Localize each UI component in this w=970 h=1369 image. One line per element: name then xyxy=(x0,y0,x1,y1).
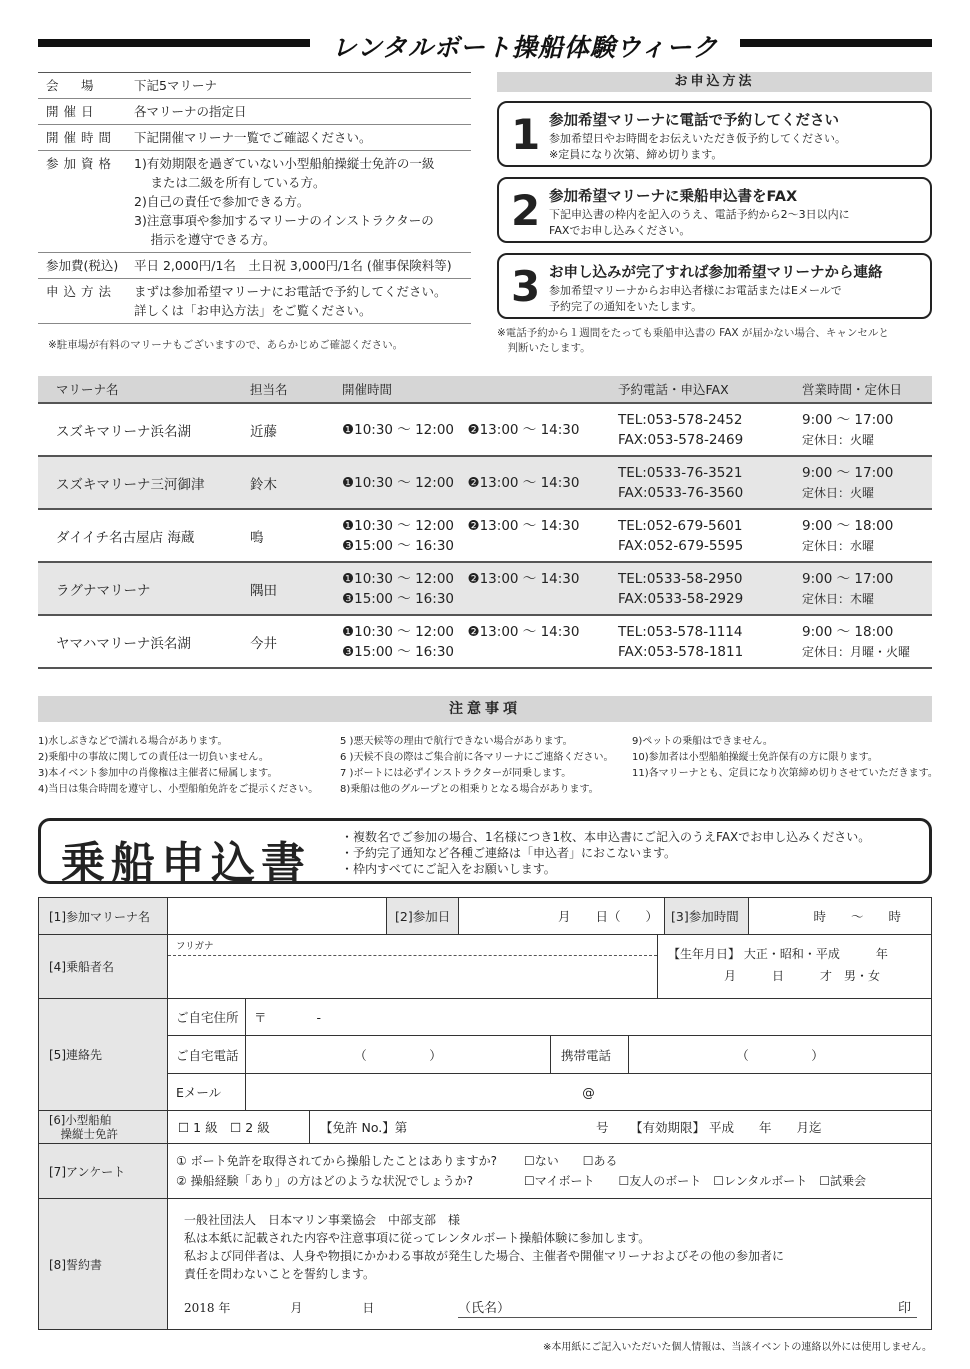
info-value: まずは参加希望マリーナにお電話で予約してください。 xyxy=(134,284,447,299)
fax: FAX:053-578-1811 xyxy=(618,643,744,660)
session-times: ❸15:00 〜 16:30 xyxy=(342,643,454,660)
staff-name: 鈴木 xyxy=(250,476,277,493)
info-value: 平日 2,000円/1名 土日祝 3,000円/1名 (催事保険料等) xyxy=(134,258,452,273)
field-label: [1]参加マリーナ名 xyxy=(39,898,168,934)
time-field[interactable]: 時 〜 時 xyxy=(813,909,901,924)
marina-table-header xyxy=(38,376,932,404)
info-value: 1)有効期限を過ぎていない小型船舶操縦士免許の一級 xyxy=(134,156,435,171)
form-row-1 xyxy=(39,898,931,935)
pledge-text: 一般社団法人 日本マリン事業協会 中部支部 様 私は本紙に記載された内容や注意事項に従ってレンタルボート操船体験に参加します。 私および同伴者は、人身や物損にかかわる事故が発生した場合、主催者や開催マリーナおよびその他の参加者に 責任を問わないことを誓約します。 xyxy=(184,1213,785,1281)
field-label: ご自宅電話 xyxy=(168,1036,246,1073)
form-row-5 xyxy=(39,999,931,1111)
staff-name: 鳴 xyxy=(250,529,264,546)
form-bullet: ・予約完了通知など各種ご連絡は「申込者」におこないます。 xyxy=(341,846,677,860)
step-heading: 参加希望マリーナに電話で予約してください xyxy=(549,113,839,129)
birth-line: 【生年月日】 大正・昭和・平成 年 xyxy=(668,947,888,961)
info-row-time xyxy=(38,125,471,151)
info-row-fee xyxy=(38,253,471,279)
birth-line: 月 日 才 男・女 xyxy=(724,969,881,983)
staff-name: 近藤 xyxy=(250,423,277,440)
col-header: マリーナ名 xyxy=(56,382,119,397)
marina-name-field[interactable] xyxy=(168,898,387,934)
session-times: ❸15:00 〜 16:30 xyxy=(342,537,454,554)
step-desc: 参加希望マリーナからお申込者様にお電話またはEメールで 予約完了の通知をいたします。 xyxy=(549,284,842,313)
tel: TEL:0533-58-2950 xyxy=(618,570,743,587)
step-heading: 参加希望マリーナに乗船申込書をFAX xyxy=(549,189,798,205)
marina-name: スズキマリーナ浜名湖 xyxy=(56,423,191,440)
form-row-4 xyxy=(39,935,931,999)
marina-name: ラグナマリーナ xyxy=(56,582,151,599)
caution-item: 6 )天候不良の際はご集合前に各マリーナにご連絡ください。 xyxy=(340,752,614,763)
info-row-eligibility xyxy=(38,151,471,253)
table-row xyxy=(38,510,932,563)
holiday: 定休日：月曜・火曜 xyxy=(802,644,911,659)
session-times: ❶10:30 〜 12:00 ❷13:00 〜 14:30 xyxy=(342,570,580,587)
step-number: 3 xyxy=(511,262,541,311)
application-form xyxy=(38,897,932,1330)
info-label: 参加資格 xyxy=(46,156,117,171)
session-times: ❶10:30 〜 12:00 ❷13:00 〜 14:30 xyxy=(342,517,580,534)
info-value: 3)注意事項や参加するマリーナのインストラクターの xyxy=(134,213,434,228)
field-label: 携帯電話 xyxy=(551,1036,629,1073)
form-title: 乗船申込書 xyxy=(61,838,311,889)
hours: 9:00 〜 17:00 xyxy=(802,570,894,587)
caution-item: 5 )悪天候等の理由で航行できない場合があります。 xyxy=(340,736,573,747)
table-row xyxy=(38,563,932,616)
session-times: ❸15:00 〜 16:30 xyxy=(342,590,454,607)
header xyxy=(38,28,932,62)
fax: FAX:053-578-2469 xyxy=(618,431,744,448)
signature-line[interactable] xyxy=(458,1317,917,1318)
survey-question: ② 操船経験「あり」の方はどのような状況でしょうか? xyxy=(176,1174,473,1188)
holiday: 定休日：火曜 xyxy=(802,485,875,500)
staff-name: 隅田 xyxy=(250,582,277,599)
fax: FAX:0533-76-3560 xyxy=(618,484,744,501)
header-bar-left xyxy=(38,39,310,47)
pledge-date[interactable]: 2018 年 月 日 xyxy=(184,1301,375,1315)
event-info-table xyxy=(38,72,471,324)
table-row xyxy=(38,404,932,457)
marina-name: スズキマリーナ三河御津 xyxy=(56,476,205,493)
tel: TEL:053-578-1114 xyxy=(618,623,743,640)
form-row-7 xyxy=(39,1144,931,1199)
hours: 9:00 〜 18:00 xyxy=(802,517,894,534)
step-heading: お申し込みが完了すれば参加希望マリーナから連絡 xyxy=(549,265,883,281)
step-number: 2 xyxy=(511,186,541,235)
birth-field[interactable] xyxy=(658,935,931,998)
tel: TEL:052-679-5601 xyxy=(618,517,743,534)
survey-question: ① ボート免許を取得されてから操船したことはありますか? xyxy=(176,1154,497,1168)
fax: FAX:0533-58-2929 xyxy=(618,590,744,607)
form-row-8 xyxy=(39,1199,931,1329)
caution-item: 9)ペットの乗船はできません。 xyxy=(632,736,773,747)
header-bar-right xyxy=(740,39,932,47)
mobile-phone-field[interactable]: （ ） xyxy=(736,1047,824,1063)
email-field[interactable]: @ xyxy=(582,1084,595,1100)
col-header: 予約電話・申込FAX xyxy=(618,382,729,397)
table-row xyxy=(38,457,932,510)
caution-item: 1)水しぶきなどで濡れる場合があります。 xyxy=(38,736,228,747)
license-no-suffix: 号 xyxy=(596,1120,609,1135)
holiday: 定休日：火曜 xyxy=(802,432,875,447)
field-label: Eメール xyxy=(168,1074,246,1110)
col-header: 営業時間・定休日 xyxy=(802,382,903,397)
caution-item: 10)参加者は小型船舶操縦士免許保有の方に限ります。 xyxy=(632,752,878,763)
staff-name: 今井 xyxy=(250,635,277,652)
caution-title: 注意事項 xyxy=(38,696,932,722)
info-label: 開催時間 xyxy=(46,130,117,145)
tel: TEL:0533-76-3521 xyxy=(618,464,743,481)
form-bullet: ・複数名でご参加の場合、1名様につき1枚、本申込書にご記入のうえFAXでお申し込みください。 xyxy=(341,830,871,844)
field-label: [5]連絡先 xyxy=(39,999,168,1110)
tel: TEL:053-578-2452 xyxy=(618,411,743,428)
step-desc: 下記申込書の枠内を記入のうえ、電話予約から2〜3日以内に FAXでお申し込みください。 xyxy=(549,208,850,237)
col-header: 担当名 xyxy=(250,382,288,397)
session-times: ❶10:30 〜 12:00 ❷13:00 〜 14:30 xyxy=(342,623,580,640)
info-value: 下記開催マリーナ一覧でご確認ください。 xyxy=(134,130,372,145)
info-row-venue xyxy=(38,73,471,99)
info-label: 申込方法 xyxy=(46,284,117,299)
caution-item: 4)当日は集合時間を遵守し、小型船舶免許をご提示ください。 xyxy=(38,784,319,795)
step-desc: 参加希望日やお時間をお伝えいただき仮予約してください。 ※定員になり次第、締め切ります。 xyxy=(549,132,846,161)
marina-table xyxy=(38,376,932,669)
date-field[interactable]: 月 日（ ） xyxy=(459,898,665,934)
fax: FAX:052-679-5595 xyxy=(618,537,744,554)
field-label: ご自宅住所 xyxy=(168,999,246,1035)
parking-note: ※駐車場が有料のマリーナもございますので、あらかじめご確認ください。 xyxy=(48,339,404,351)
session-times: ❶10:30 〜 12:00 ❷13:00 〜 14:30 xyxy=(342,421,580,438)
field-label: [7]アンケート xyxy=(39,1144,168,1198)
signer-label: （氏名） xyxy=(458,1301,511,1316)
form-bullets xyxy=(341,829,870,877)
info-value: または二級を所有している方。 xyxy=(134,175,326,190)
home-phone-field[interactable]: （ ） xyxy=(246,1036,551,1073)
field-label: [8]誓約書 xyxy=(39,1199,168,1329)
apply-title: お申込方法 xyxy=(497,72,932,92)
info-value: 各マリーナの指定日 xyxy=(134,104,247,119)
survey-answer-options[interactable]: ☐ない ☐ある xyxy=(524,1154,618,1168)
hours: 9:00 〜 17:00 xyxy=(802,411,894,428)
info-value: 詳しくは「お申込方法」をご覧ください。 xyxy=(134,303,372,318)
caution-item: 7 )ボートには必ずインストラクターが同乗します。 xyxy=(340,768,572,779)
form-bullet: ・枠内すべてにご記入をお願いします。 xyxy=(341,862,556,876)
license-class-checkboxes[interactable]: ☐ 1 級 ☐ 2 級 xyxy=(168,1111,310,1143)
info-label: 会 場 xyxy=(46,78,99,93)
page-title: レンタルボート操船体験ウィーク xyxy=(331,33,719,62)
apply-note: ※電話予約から１週間をたっても乗船申込書の FAX が届かない場合、キャンセルと 判断いたします。 xyxy=(497,327,889,354)
marina-name: ダイイチ名古屋店 海蔵 xyxy=(56,529,195,546)
seal-mark: 印 xyxy=(897,1301,911,1316)
form-title-frame xyxy=(38,818,932,889)
col-header: 開催時間 xyxy=(342,382,393,397)
address-field[interactable]: 〒 - xyxy=(254,1010,322,1025)
apply-step-3 xyxy=(497,253,932,319)
holiday: 定休日：木曜 xyxy=(802,591,875,606)
caution-item: 8)乗船は他のグループとの相乗りとなる場合があります。 xyxy=(340,784,599,795)
field-label: [4]乗船者名 xyxy=(39,935,168,998)
table-row xyxy=(38,616,932,669)
info-label: 開催日 xyxy=(46,104,99,119)
info-value: 下記5マリーナ xyxy=(134,78,217,93)
form-row-6 xyxy=(39,1111,931,1144)
privacy-note: ※本用紙にご記入いただいた個人情報は、当該イベントの連絡以外には使用しません。 xyxy=(543,1342,932,1353)
apply-step-1 xyxy=(497,101,932,167)
info-row-apply xyxy=(38,279,471,324)
license-no-field[interactable]: 【免許 No.】第 xyxy=(320,1120,408,1135)
field-label: [3]参加時間 xyxy=(665,898,749,934)
info-row-date xyxy=(38,99,471,125)
caution-col-1 xyxy=(38,734,318,798)
caution-item: 2)乗船中の事故に関しての責任は一切負いません。 xyxy=(38,752,269,763)
divider xyxy=(168,955,657,956)
step-number: 1 xyxy=(511,110,541,159)
name-field[interactable] xyxy=(168,935,658,998)
caution-item: 3)本イベント参加中の肖像権は主催者に帰属します。 xyxy=(38,768,278,779)
holiday: 定休日：水曜 xyxy=(802,538,875,553)
session-times: ❶10:30 〜 12:00 ❷13:00 〜 14:30 xyxy=(342,474,580,491)
marina-name: ヤマハマリーナ浜名湖 xyxy=(56,635,191,652)
apply-step-2 xyxy=(497,177,932,243)
caution-col-2 xyxy=(340,734,613,798)
info-value: 2)自己の責任で参加できる方。 xyxy=(134,194,310,209)
furigana-label: フリガナ xyxy=(176,941,214,952)
field-label: [2]参加日 xyxy=(387,898,459,934)
field-label: [6]小型船舶 操縦士免許 xyxy=(39,1111,168,1143)
hours: 9:00 〜 18:00 xyxy=(802,623,894,640)
info-label: 参加費(税込) xyxy=(46,258,119,273)
info-value: 指示を遵守できる方。 xyxy=(134,232,276,247)
caution-col-3 xyxy=(632,734,938,782)
license-expiry-field[interactable]: 【有効期限】 平成 年 月迄 xyxy=(630,1120,822,1135)
caution-item: 11)各マリーナとも、定員になり次第締め切りさせていただきます。 xyxy=(632,768,938,779)
survey-answer-options[interactable]: ☐マイボート ☐友人のボート ☐レンタルボート ☐試乗会 xyxy=(524,1174,867,1188)
hours: 9:00 〜 17:00 xyxy=(802,464,894,481)
